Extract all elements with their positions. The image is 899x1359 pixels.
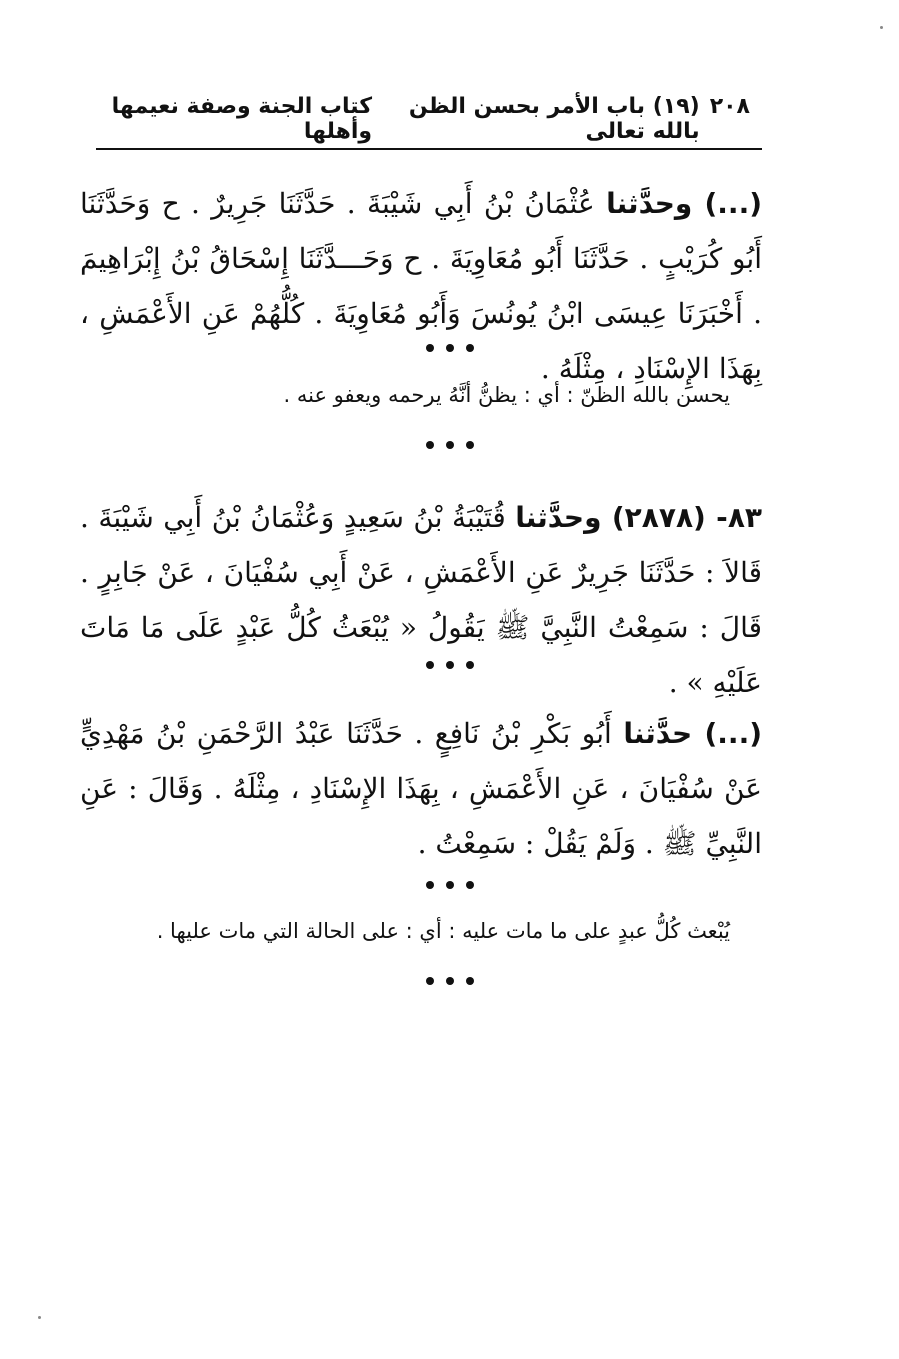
hadith-text-2: قُتَيْبَةُ بْنُ سَعِيدٍ وَعُثْمَانُ بْنُ أَبِي شَيْبَةَ . قَالاَ : حَدَّثَنَا جَرِيرٌ عَنِ الأَعْمَشِ ، عَنْ أَبِي سُفْيَانَ ، عَنْ جَابِرٍ . قَالَ : سَمِعْتُ النَّبِيَّ ﷺ يَقُولُ « يُبْعَثُ كُلُّ عَبْدٍ عَلَى مَا مَاتَ عَلَيْهِ » . (80, 501, 762, 699)
scan-speck (880, 26, 883, 29)
hadith-text-3: أَبُو بَكْرِ بْنُ نَافِعٍ . حَدَّثَنَا عَبْدُ الرَّحْمَنِ بْنُ مَهْدِيٍّ عَنْ سُفْيَانَ ، عَنِ الأَعْمَشِ ، بِهَذَا الإِسْنَادِ ، مِثْلَهُ . وَقَالَ : عَنِ النَّبِيِّ ﷺ . وَلَمْ يَقُلْ : سَمِعْتُ . (80, 717, 762, 860)
separator-dots-5 (0, 973, 899, 989)
gloss-note-1: يحسن بالله الظنّ : أي : يظنُّ أنَّهُ يرحمه ويعفو عنه . (283, 383, 730, 407)
chapter-title: (١٩) باب الأمر بحسن الظن بالله تعالى (408, 94, 700, 144)
hadith-paragraph-1 (80, 176, 762, 396)
separator-dots-4 (0, 877, 899, 893)
hadith-lead-1: (...) وحدَّثنا (606, 187, 763, 220)
running-header (96, 94, 762, 150)
scan-speck (38, 1316, 41, 1319)
gloss-note-2: يُبْعث كُلُّ عبدٍ على ما مات عليه : أي : على الحالة التي مات عليها . (156, 919, 730, 943)
hadith-paragraph-2 (80, 490, 762, 710)
separator-dots-3 (0, 657, 899, 673)
hadith-lead-2: ٨٣- (٢٨٧٨) وحدَّثنا (515, 501, 762, 534)
hadith-paragraph-3 (80, 706, 762, 871)
book-title: كتاب الجنة وصفة نعيمها وأهلها (111, 94, 373, 144)
hadith-lead-3: (...) حدَّثنا (623, 717, 763, 750)
separator-dots-2 (0, 437, 899, 453)
header-right-group (372, 94, 762, 144)
hadith-text-1: عُثْمَانُ بْنُ أَبِي شَيْبَةَ . حَدَّثَنَا جَرِيرٌ . ح وَحَدَّثَنَا أَبُو كُرَيْبٍ . حَدَّثَنَا أَبُو مُعَاوِيَةَ . ح وَحَـــدَّثَنَا إِسْحَاقُ بْنُ إِبْرَاهِيمَ . أَخْبَرَنَا عِيسَى ابْنُ يُونُسَ وَأَبُو مُعَاوِيَةَ . كُلُّهُمْ عَنِ الأَعْمَشِ ، بِهَذَا الإِسْنَادِ ، مِثْلَهُ . (80, 187, 762, 385)
separator-dots-1 (0, 340, 899, 356)
page-number: ٢٠٨ (709, 94, 750, 119)
